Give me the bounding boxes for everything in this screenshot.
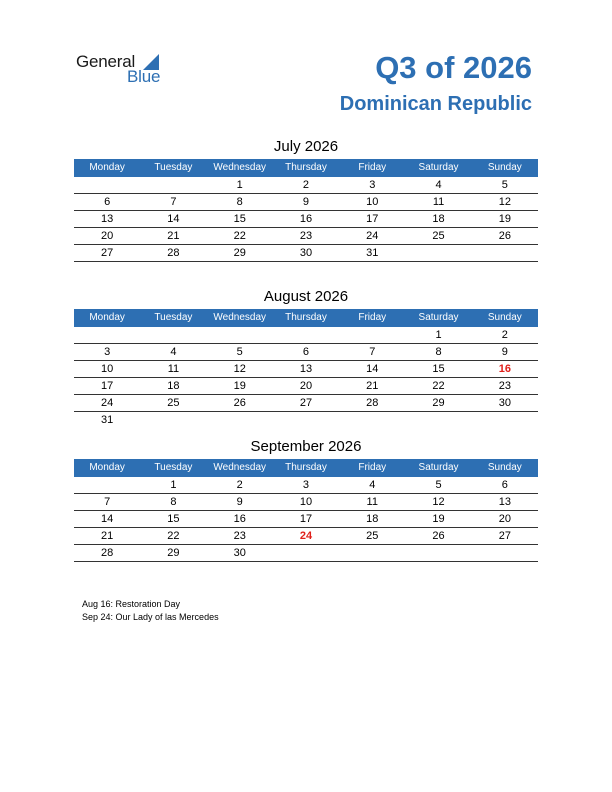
weekday-label: Thursday <box>285 162 327 173</box>
day-cell: 6 <box>501 479 508 491</box>
logo-general-text: General <box>76 52 136 71</box>
day-cell: 29 <box>233 247 246 259</box>
weekday-label: Saturday <box>418 162 459 173</box>
day-cell: 28 <box>366 397 379 409</box>
week-row <box>74 344 538 361</box>
week-row <box>74 361 538 378</box>
month-title: July 2026 <box>273 138 339 155</box>
day-cell: 16 <box>299 213 313 225</box>
day-cell: 27 <box>498 530 511 542</box>
day-cell: 18 <box>167 380 180 392</box>
day-cell <box>74 477 140 493</box>
week-row <box>74 412 538 429</box>
day-cell: 28 <box>167 247 180 259</box>
month-title: September 2026 <box>250 438 362 455</box>
day-cell <box>140 327 206 343</box>
day-cell <box>339 545 405 561</box>
day-cell: 13 <box>299 363 313 375</box>
day-cell: 5 <box>435 479 442 491</box>
day-cell <box>140 177 206 193</box>
day-cell: 10 <box>101 363 114 375</box>
day-cell <box>273 412 339 429</box>
day-cell: 14 <box>167 213 180 225</box>
day-cell: 3 <box>302 479 310 491</box>
weekday-header <box>74 159 538 177</box>
day-cell: 3 <box>104 346 111 358</box>
day-cell: 7 <box>170 196 177 208</box>
day-cell: 6 <box>302 346 310 358</box>
day-cell: 23 <box>498 380 511 392</box>
day-cell: 28 <box>101 547 114 559</box>
day-cell <box>74 327 140 343</box>
weekday-label: Monday <box>89 312 125 323</box>
day-cell: 4 <box>369 479 376 491</box>
day-cell <box>74 177 140 193</box>
day-cell: 18 <box>366 513 379 525</box>
weekday-header <box>74 309 538 327</box>
week-row <box>74 528 538 545</box>
weekday-label: Saturday <box>418 312 459 323</box>
day-cell <box>339 327 405 343</box>
weekday-label: Friday <box>358 162 387 173</box>
day-cell: 15 <box>432 363 445 375</box>
day-cell: 8 <box>236 196 243 208</box>
day-cell: 9 <box>302 196 310 208</box>
day-cell <box>405 245 471 261</box>
day-cell: 20 <box>101 230 114 242</box>
day-cell <box>472 245 538 261</box>
day-cell: 12 <box>498 196 511 208</box>
day-cell: 14 <box>366 363 379 375</box>
week-row <box>74 194 538 211</box>
day-cell: 17 <box>101 380 114 392</box>
weekday-label: Monday <box>89 162 125 173</box>
day-cell: 24 <box>101 397 114 409</box>
day-cell: 19 <box>233 380 246 392</box>
day-cell: 21 <box>366 380 379 392</box>
day-cell: 5 <box>501 179 508 191</box>
day-cell: 25 <box>432 230 445 242</box>
day-cell <box>140 412 206 429</box>
weekday-label: Wednesday <box>213 462 267 473</box>
day-cell: 3 <box>369 179 376 191</box>
day-cell <box>472 412 538 429</box>
week-row <box>74 245 538 262</box>
week-row <box>74 477 538 494</box>
week-row <box>74 327 538 344</box>
weekday-label: Thursday <box>285 312 327 323</box>
day-cell: 8 <box>170 496 177 508</box>
day-cell <box>472 545 538 561</box>
brand-logo <box>76 52 186 92</box>
day-cell: 1 <box>170 479 177 491</box>
weekday-label: Wednesday <box>213 162 267 173</box>
day-cell: 18 <box>432 213 445 225</box>
note-item: Sep 24: Our Lady of las Mercedes <box>82 612 219 622</box>
day-cell: 2 <box>501 329 508 341</box>
weekday-label: Tuesday <box>154 162 193 173</box>
day-cell <box>405 412 471 429</box>
day-cell: 25 <box>167 397 180 409</box>
day-cell: 21 <box>101 530 114 542</box>
day-cell: 2 <box>302 179 310 191</box>
day-cell: 4 <box>435 179 442 191</box>
day-cell: 29 <box>167 547 180 559</box>
weekday-label: Monday <box>89 462 125 473</box>
day-cell: 31 <box>101 414 114 426</box>
day-cell: 16 <box>498 363 511 375</box>
day-cell: 25 <box>366 530 379 542</box>
month-august <box>74 287 538 429</box>
day-cell: 21 <box>167 230 180 242</box>
day-cell: 22 <box>233 230 246 242</box>
day-cell <box>273 327 339 343</box>
week-row <box>74 177 538 194</box>
day-cell: 24 <box>366 230 379 242</box>
day-cell <box>405 545 471 561</box>
day-cell: 7 <box>104 496 111 508</box>
weekday-label: Saturday <box>418 462 459 473</box>
day-cell: 19 <box>498 213 511 225</box>
day-cell: 14 <box>101 513 114 525</box>
note-item: Aug 16: Restoration Day <box>82 599 181 609</box>
weekday-label: Sunday <box>487 462 522 473</box>
day-cell: 17 <box>299 513 313 525</box>
day-cell: 23 <box>233 530 246 542</box>
day-cell: 30 <box>299 247 313 259</box>
month-title: August 2026 <box>263 288 349 305</box>
day-cell: 10 <box>299 496 313 508</box>
week-row <box>74 228 538 245</box>
day-cell: 19 <box>432 513 445 525</box>
day-cell: 31 <box>366 247 379 259</box>
day-cell: 11 <box>432 196 445 208</box>
week-row <box>74 545 538 562</box>
page-title: Q3 of 2026 <box>375 50 532 85</box>
day-cell: 23 <box>299 230 313 242</box>
week-row <box>74 494 538 511</box>
weekday-label: Friday <box>358 462 387 473</box>
day-cell: 26 <box>498 230 511 242</box>
day-cell: 8 <box>435 346 442 358</box>
day-cell: 20 <box>498 513 511 525</box>
day-cell: 11 <box>366 496 378 508</box>
day-cell: 9 <box>501 346 508 358</box>
day-cell: 15 <box>167 513 180 525</box>
day-cell: 22 <box>432 380 445 392</box>
month-july <box>74 137 538 262</box>
day-cell: 1 <box>435 329 442 341</box>
day-cell: 26 <box>233 397 246 409</box>
day-cell: 9 <box>236 496 243 508</box>
day-cell <box>339 412 405 429</box>
day-cell: 17 <box>366 213 379 225</box>
month-september <box>74 437 538 562</box>
week-row <box>74 211 538 228</box>
weekday-label: Thursday <box>285 462 327 473</box>
day-cell <box>207 327 273 343</box>
week-row <box>74 378 538 395</box>
day-cell: 4 <box>170 346 177 358</box>
day-cell: 13 <box>101 213 114 225</box>
day-cell: 12 <box>432 496 445 508</box>
day-cell: 6 <box>104 196 111 208</box>
day-cell: 30 <box>498 397 511 409</box>
weekday-label: Wednesday <box>213 312 267 323</box>
day-cell: 27 <box>101 247 114 259</box>
day-cell: 22 <box>167 530 180 542</box>
holiday-notes <box>82 598 219 624</box>
week-row <box>74 395 538 412</box>
day-cell: 7 <box>369 346 376 358</box>
weekday-label: Sunday <box>487 312 522 323</box>
day-cell: 20 <box>299 380 313 392</box>
country-name: Dominican Republic <box>339 93 532 115</box>
weekday-label: Friday <box>358 312 387 323</box>
day-cell: 10 <box>366 196 379 208</box>
day-cell: 16 <box>233 513 246 525</box>
weekday-label: Sunday <box>487 162 522 173</box>
weekday-label: Tuesday <box>154 312 193 323</box>
day-cell: 12 <box>233 363 246 375</box>
day-cell: 27 <box>299 397 313 409</box>
day-cell: 13 <box>498 496 511 508</box>
day-cell <box>273 545 339 561</box>
day-cell: 15 <box>233 213 246 225</box>
day-cell: 29 <box>432 397 445 409</box>
day-cell: 26 <box>432 530 445 542</box>
day-cell: 2 <box>236 479 243 491</box>
day-cell <box>207 412 273 429</box>
weekday-header <box>74 459 538 477</box>
logo-blue-text: Blue <box>127 67 161 86</box>
day-cell: 30 <box>233 547 246 559</box>
week-row <box>74 511 538 528</box>
day-cell: 24 <box>299 530 313 542</box>
day-cell: 1 <box>236 179 243 191</box>
weekday-label: Tuesday <box>154 462 193 473</box>
day-cell: 5 <box>236 346 243 358</box>
day-cell: 11 <box>167 363 180 375</box>
